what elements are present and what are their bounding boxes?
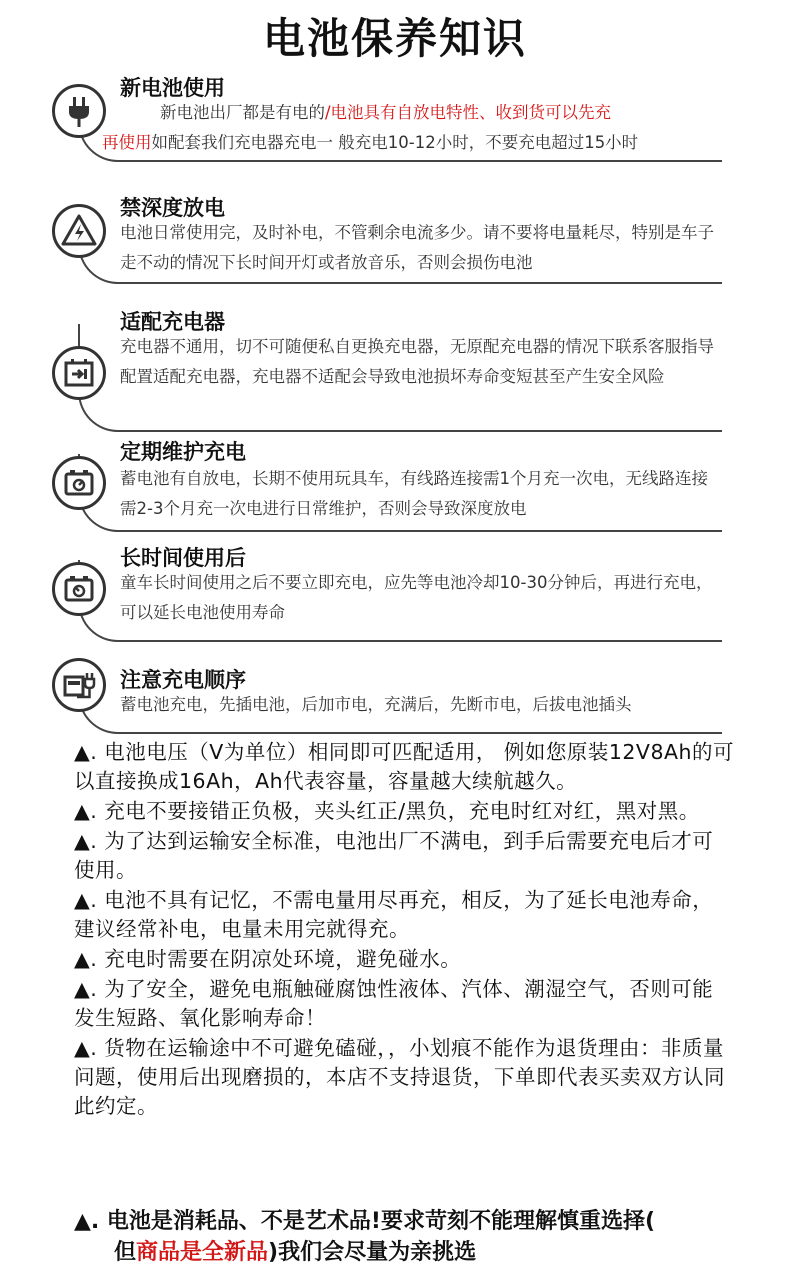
- section-after-long-use: [0, 540, 790, 640]
- battery-gauge-icon: [52, 562, 106, 616]
- final-text: ▲. 电池是消耗品、不是艺术品!要求苛刻不能理解慎重选择(: [74, 1209, 656, 1234]
- section-body: 蓄电池有自放电，长期不使用玩具车，有线路连接需1个月充一次电，无线路连接需2-3个月充一次电进行日常维护，否则会导致深度放电: [120, 469, 708, 518]
- battery-plug-icon: [52, 658, 106, 712]
- note-item: ▲. 电池电压（V为单位）相同即可匹配适用， 例如您原装12V8Ah的可以直接换成16Ah，Ah代表容量，容量越大续航越久。: [74, 740, 735, 793]
- notes-list: [74, 738, 734, 1122]
- final-text: 但: [114, 1240, 137, 1265]
- section-maintenance: [0, 434, 790, 534]
- final-note: [74, 1206, 764, 1268]
- battery-gauge-icon: [52, 456, 106, 510]
- section-title: 定期维护充电: [120, 440, 246, 464]
- charger-icon: [52, 346, 106, 400]
- section-charging-order: [0, 658, 790, 738]
- note-item: ▲. 电池不具有记忆，不需电量用尽再充，相反，为了延长电池寿命，建议经常补电，电量未用完就得充。: [74, 888, 714, 941]
- section-title: 新电池使用: [120, 76, 225, 100]
- section-title: 适配充电器: [120, 310, 225, 334]
- note-item: ▲. 为了达到运输安全标准，电池出厂不满电，到手后需要充电后才可使用。: [74, 829, 714, 882]
- body-text: 新电池出厂都是有电的: [160, 103, 325, 122]
- note-item: ▲. 为了安全，避免电瓶触碰腐蚀性液体、汽体、潮湿空气，否则可能发生短路、氧化影响寿命！: [74, 977, 714, 1030]
- section-body: 充电器不通用，切不可随便私自更换充电器，无原配充电器的情况下联系客服指导配置适配充电器，充电器不适配会导致电池损坏寿命变短甚至产生安全风险: [120, 337, 714, 386]
- warning-triangle-icon: [52, 204, 106, 258]
- section-body: [102, 98, 732, 158]
- section-title: 禁深度放电: [120, 196, 225, 220]
- body-text: 如配套我们充电器充电一 般充电10-12小时，不要充电超过15小时: [151, 133, 639, 152]
- section-title: 注意充电顺序: [120, 668, 246, 692]
- body-highlight: 再使用: [102, 133, 152, 152]
- section-deep-discharge: [0, 188, 790, 288]
- section-body: 蓄电池充电，先插电池，后加市电，充满后，先断市电，后拔电池插头: [120, 695, 632, 714]
- section-body: 电池日常使用完，及时补电，不管剩余电流多少。请不要将电量耗尽，特别是车子走不动的情况下长时间开灯或者放音乐，否则会损伤电池: [120, 223, 714, 272]
- section-title: 长时间使用后: [120, 546, 246, 570]
- final-text: )我们会尽量为亲挑选: [268, 1240, 477, 1265]
- body-highlight: /电池具有自放电特性、收到货可以先充: [325, 103, 612, 122]
- section-new-battery: [0, 68, 790, 168]
- note-item: ▲. 货物在运输途中不可避免磕碰，，小划痕不能作为退货理由：非质量问题，使用后出现磨损的，本店不支持退货，下单即代表买卖双方认同此约定。: [74, 1036, 725, 1118]
- note-item: ▲. 充电不要接错正负极，夹头红正/黑负，充电时红对红，黑对黑。: [74, 799, 700, 823]
- plug-icon: [52, 84, 106, 138]
- page-title: 电池保养知识: [262, 14, 527, 63]
- final-highlight: 商品是全新品: [136, 1240, 269, 1265]
- section-body: 童车长时间使用之后不要立即充电，应先等电池冷却10-30分钟后，再进行充电，可以延长电池使用寿命: [120, 573, 713, 622]
- section-charger: [0, 304, 790, 434]
- note-item: ▲. 充电时需要在阴凉处环境，避免碰水。: [74, 947, 462, 971]
